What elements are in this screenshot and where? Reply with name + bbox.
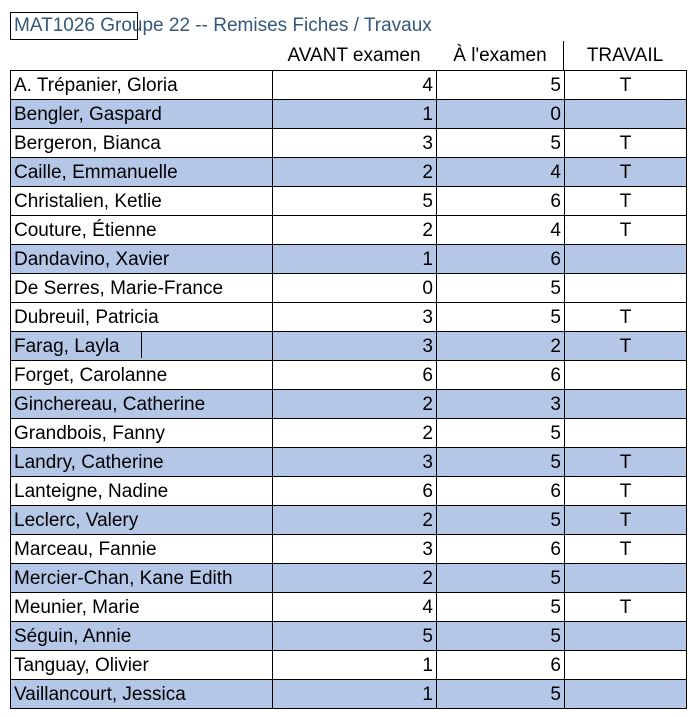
travail-cell[interactable]: T (565, 593, 687, 622)
avant-examen-cell[interactable]: 3 (273, 332, 437, 361)
table-row (11, 303, 687, 332)
header-avant-examen: AVANT examen (287, 45, 421, 66)
table-row (11, 506, 687, 535)
a-l-examen-cell[interactable]: 5 (437, 448, 565, 477)
avant-examen-cell[interactable]: 3 (273, 129, 437, 158)
avant-examen-cell[interactable]: 5 (273, 187, 437, 216)
travail-cell[interactable]: T (565, 506, 687, 535)
student-name-cell[interactable]: Mercier-Chan, Kane Edith (11, 564, 273, 593)
travail-cell[interactable] (565, 361, 687, 390)
avant-examen-cell[interactable]: 3 (273, 448, 437, 477)
avant-examen-cell[interactable]: 4 (273, 593, 437, 622)
page-title: MAT1026 Groupe 22 -- Remises Fiches / Travaux (14, 15, 432, 36)
student-name-cell[interactable]: Ginchereau, Catherine (11, 390, 273, 419)
student-name-cell[interactable]: Dubreuil, Patricia (11, 303, 273, 332)
student-name-cell[interactable]: A. Trépanier, Gloria (11, 71, 273, 100)
travail-cell[interactable]: T (565, 332, 687, 361)
student-name-cell[interactable]: Grandbois, Fanny (11, 419, 273, 448)
table-row (11, 622, 687, 651)
table-row (11, 187, 687, 216)
avant-examen-cell[interactable]: 1 (273, 100, 437, 129)
table-row (11, 448, 687, 477)
a-l-examen-cell[interactable]: 6 (437, 651, 565, 680)
a-l-examen-cell[interactable]: 4 (437, 216, 565, 245)
avant-examen-cell[interactable]: 2 (273, 390, 437, 419)
a-l-examen-cell[interactable]: 3 (437, 390, 565, 419)
travail-cell[interactable] (565, 680, 687, 709)
a-l-examen-cell[interactable]: 5 (437, 622, 565, 651)
student-table (10, 70, 687, 709)
avant-examen-cell[interactable]: 6 (273, 477, 437, 506)
table-row (11, 216, 687, 245)
student-name-cell[interactable]: Caille, Emmanuelle (11, 158, 273, 187)
table-row (11, 593, 687, 622)
travail-cell[interactable]: T (565, 129, 687, 158)
cell-cursor-mark (141, 331, 142, 358)
a-l-examen-cell[interactable]: 5 (437, 506, 565, 535)
table-row (11, 158, 687, 187)
student-name-cell[interactable]: Bengler, Gaspard (11, 100, 273, 129)
a-l-examen-cell[interactable]: 5 (437, 274, 565, 303)
a-l-examen-cell[interactable]: 5 (437, 419, 565, 448)
header-a-l-examen: À l'examen (453, 45, 547, 66)
travail-cell[interactable]: T (565, 71, 687, 100)
a-l-examen-cell[interactable]: 6 (437, 535, 565, 564)
student-name-cell[interactable]: Lanteigne, Nadine (11, 477, 273, 506)
avant-examen-cell[interactable]: 2 (273, 158, 437, 187)
avant-examen-cell[interactable]: 1 (273, 680, 437, 709)
table-row (11, 100, 687, 129)
table-row (11, 332, 687, 361)
student-name-cell[interactable]: Marceau, Fannie (11, 535, 273, 564)
avant-examen-cell[interactable]: 0 (273, 274, 437, 303)
a-l-examen-cell[interactable]: 6 (437, 187, 565, 216)
travail-cell[interactable] (565, 100, 687, 129)
table-row (11, 245, 687, 274)
travail-cell[interactable]: T (565, 187, 687, 216)
a-l-examen-cell[interactable]: 4 (437, 158, 565, 187)
table-row (11, 680, 687, 709)
travail-cell[interactable]: T (565, 477, 687, 506)
avant-examen-cell[interactable]: 2 (273, 419, 437, 448)
avant-examen-cell[interactable]: 5 (273, 622, 437, 651)
travail-cell[interactable] (565, 651, 687, 680)
a-l-examen-cell[interactable]: 5 (437, 71, 565, 100)
avant-examen-cell[interactable]: 3 (273, 535, 437, 564)
travail-cell[interactable]: T (565, 303, 687, 332)
travail-cell[interactable] (565, 390, 687, 419)
student-name-cell[interactable]: Tanguay, Olivier (11, 651, 273, 680)
table-row (11, 71, 687, 100)
header-travail: TRAVAIL (586, 45, 664, 66)
travail-cell[interactable] (565, 564, 687, 593)
table-row (11, 564, 687, 593)
a-l-examen-cell[interactable]: 0 (437, 100, 565, 129)
table-row (11, 361, 687, 390)
travail-cell[interactable] (565, 622, 687, 651)
student-name-cell[interactable]: Couture, Étienne (11, 216, 273, 245)
travail-cell[interactable] (565, 419, 687, 448)
avant-examen-cell[interactable]: 4 (273, 71, 437, 100)
avant-examen-cell[interactable]: 1 (273, 245, 437, 274)
student-name-cell[interactable]: De Serres, Marie-France (11, 274, 273, 303)
student-name-cell[interactable]: Meunier, Marie (11, 593, 273, 622)
a-l-examen-cell[interactable]: 5 (437, 564, 565, 593)
student-name-cell[interactable]: Vaillancourt, Jessica (11, 680, 273, 709)
avant-examen-cell[interactable]: 1 (273, 651, 437, 680)
avant-examen-cell[interactable]: 3 (273, 303, 437, 332)
travail-cell[interactable] (565, 274, 687, 303)
travail-cell[interactable]: T (565, 535, 687, 564)
student-name-cell[interactable]: Landry, Catherine (11, 448, 273, 477)
table-row (11, 535, 687, 564)
student-name-cell[interactable]: Séguin, Annie (11, 622, 273, 651)
avant-examen-cell[interactable]: 2 (273, 506, 437, 535)
a-l-examen-cell[interactable]: 6 (437, 361, 565, 390)
travail-cell[interactable]: T (565, 216, 687, 245)
table-row (11, 390, 687, 419)
avant-examen-cell[interactable]: 2 (273, 216, 437, 245)
student-name-cell[interactable]: Christalien, Ketlie (11, 187, 273, 216)
table-row (11, 419, 687, 448)
avant-examen-cell[interactable]: 6 (273, 361, 437, 390)
travail-cell[interactable] (565, 245, 687, 274)
table-row (11, 477, 687, 506)
a-l-examen-cell[interactable]: 5 (437, 680, 565, 709)
a-l-examen-cell[interactable]: 6 (437, 245, 565, 274)
a-l-examen-cell[interactable]: 2 (437, 332, 565, 361)
student-name-cell[interactable]: Dandavino, Xavier (11, 245, 273, 274)
table-row (11, 129, 687, 158)
student-name-cell[interactable]: Bergeron, Bianca (11, 129, 273, 158)
a-l-examen-cell[interactable]: 5 (437, 593, 565, 622)
travail-cell[interactable]: T (565, 158, 687, 187)
student-name-cell[interactable]: Farag, Layla (11, 332, 273, 361)
travail-cell[interactable]: T (565, 448, 687, 477)
table-row (11, 651, 687, 680)
a-l-examen-cell[interactable]: 6 (437, 477, 565, 506)
student-name-cell[interactable]: Forget, Carolanne (11, 361, 273, 390)
avant-examen-cell[interactable]: 2 (273, 564, 437, 593)
a-l-examen-cell[interactable]: 5 (437, 303, 565, 332)
student-name-cell[interactable]: Leclerc, Valery (11, 506, 273, 535)
table-row (11, 274, 687, 303)
a-l-examen-cell[interactable]: 5 (437, 129, 565, 158)
